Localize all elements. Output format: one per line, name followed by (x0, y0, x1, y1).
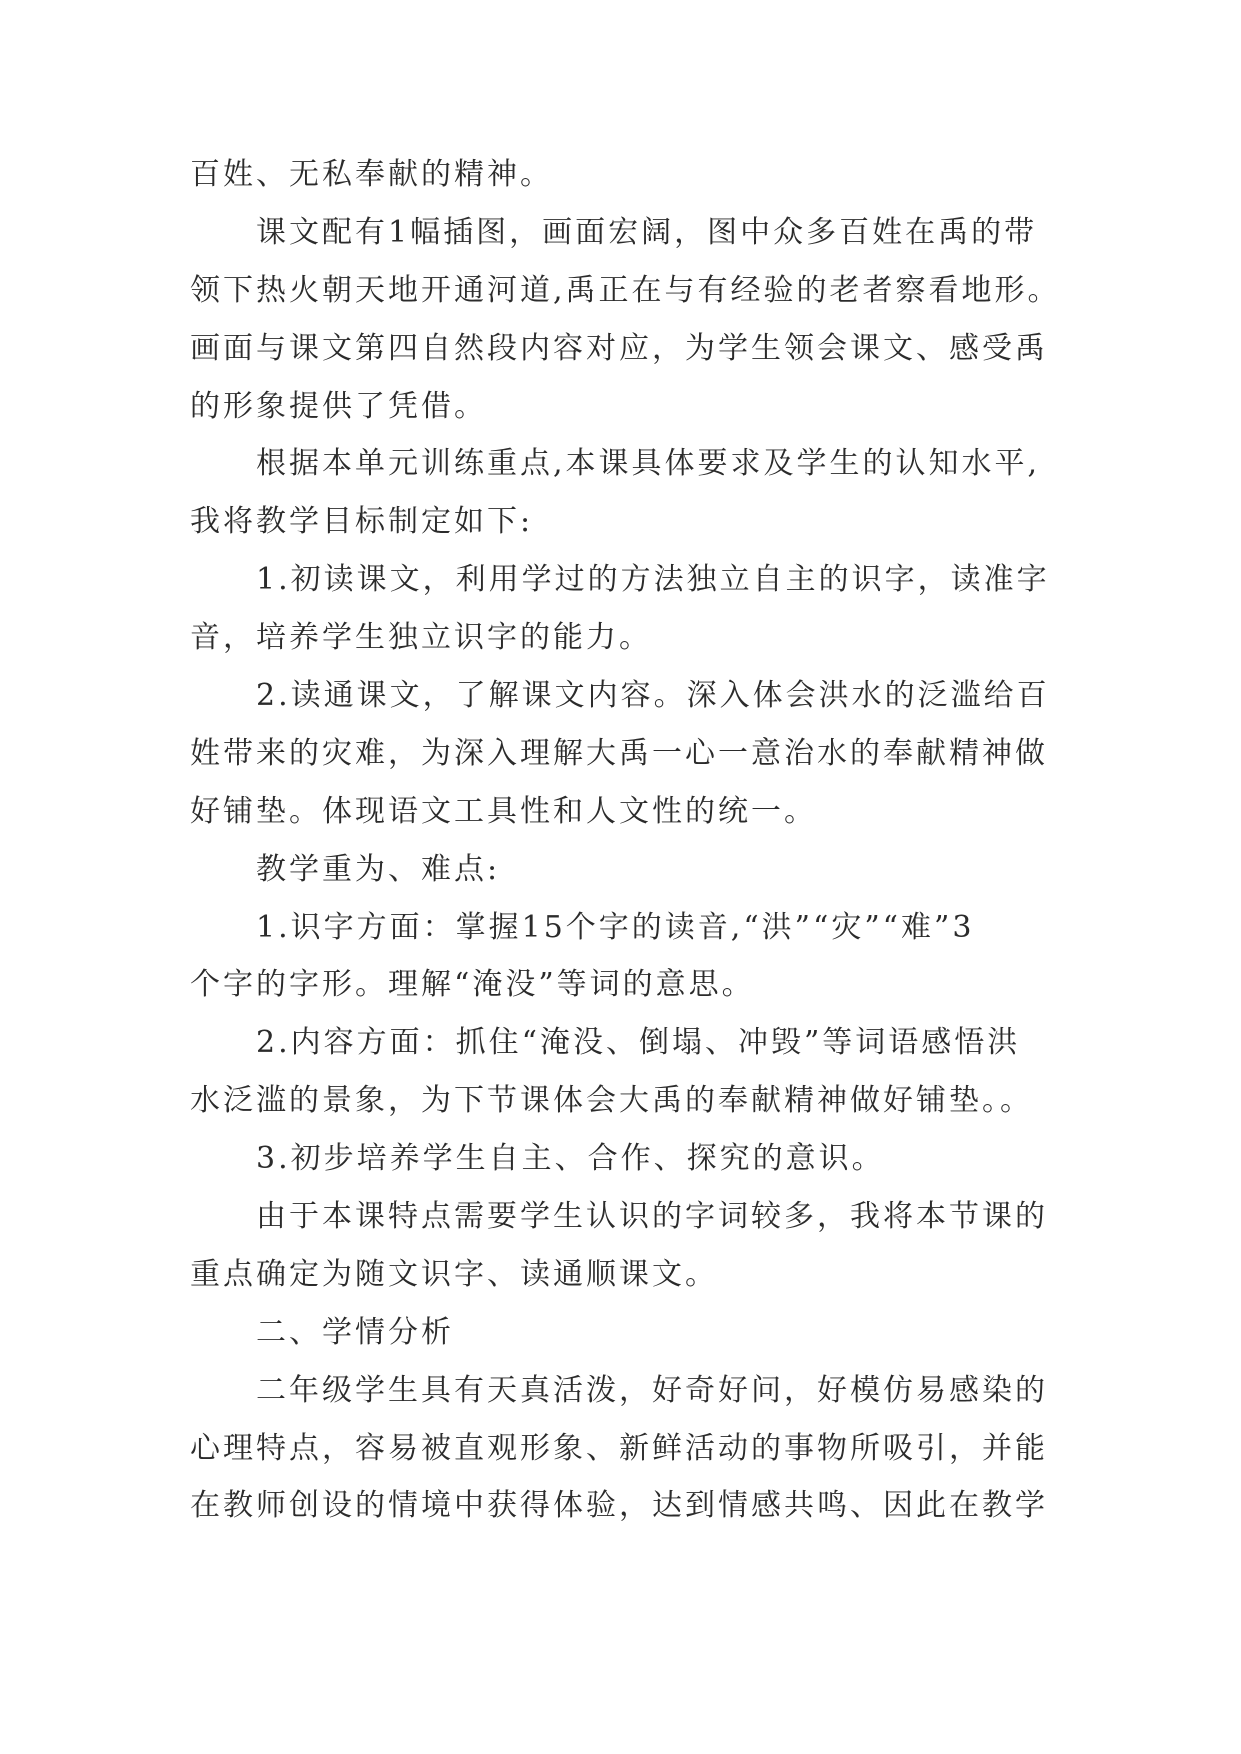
text-line: 个字的字形。理解“淹没”等词的意思。 (190, 967, 755, 1003)
text-line: 水泛滥的景象，为下节课体会大禹的奉献精神做好铺垫。。 (190, 1083, 1033, 1119)
text-line: 由于本课特点需要学生认识的字词较多，我将本节课的 (256, 1199, 1048, 1235)
text-line: 重点确定为随文识字、读通顺课文。 (190, 1256, 718, 1292)
section-heading: 二、学情分析 (256, 1314, 454, 1350)
text-line: 根据本单元训练重点,本课具体要求及学生的认知水平, (256, 446, 1041, 482)
text-line: 1.识字方面：掌握15个字的读音,“洪”“灾”“难”3 (256, 909, 975, 945)
text-line: 好铺垫。体现语文工具性和人文性的统一。 (190, 793, 817, 829)
text-line: 音，培养学生独立识字的能力。 (190, 620, 652, 656)
text-line: 姓带来的灾难，为深入理解大禹一心一意治水的奉献精神做 (190, 735, 1048, 771)
text-line: 百姓、无私奉献的精神。 (190, 157, 553, 192)
text-line: 领下热火朝天地开通河道,禹正在与有经验的老者察看地形。 (190, 272, 1061, 308)
text-line: 2.读通课文，了解课文内容。深入体会洪水的泛滥给百 (256, 678, 1050, 714)
text-line: 3.初步培养学生自主、合作、探究的意识。 (256, 1141, 885, 1177)
text-line: 2.内容方面：抓住“淹没、倒塌、冲毁”等词语感悟洪 (256, 1025, 1021, 1061)
text-line: 我将教学目标制定如下: (190, 504, 534, 540)
text-line: 的形象提供了凭借。 (190, 388, 487, 424)
text-line: 心理特点，容易被直观形象、新鲜活动的事物所吸引，并能 (190, 1430, 1048, 1466)
text-line: 画面与课文第四自然段内容对应，为学生领会课文、感受禹 (190, 330, 1048, 366)
text-line: 课文配有1幅插图，画面宏阔，图中众多百姓在禹的带 (256, 214, 1038, 250)
section-heading: 教学重为、难点: (256, 851, 501, 887)
text-line: 在教师创设的情境中获得体验，达到情感共鸣、因此在教学 (190, 1488, 1048, 1524)
body-text (190, 157, 1090, 1549)
text-line: 二年级学生具有天真活泼，好奇好问，好模仿易感染的 (256, 1372, 1048, 1408)
text-line: 1.初读课文，利用学过的方法独立自主的识字，读准字 (256, 562, 1050, 598)
